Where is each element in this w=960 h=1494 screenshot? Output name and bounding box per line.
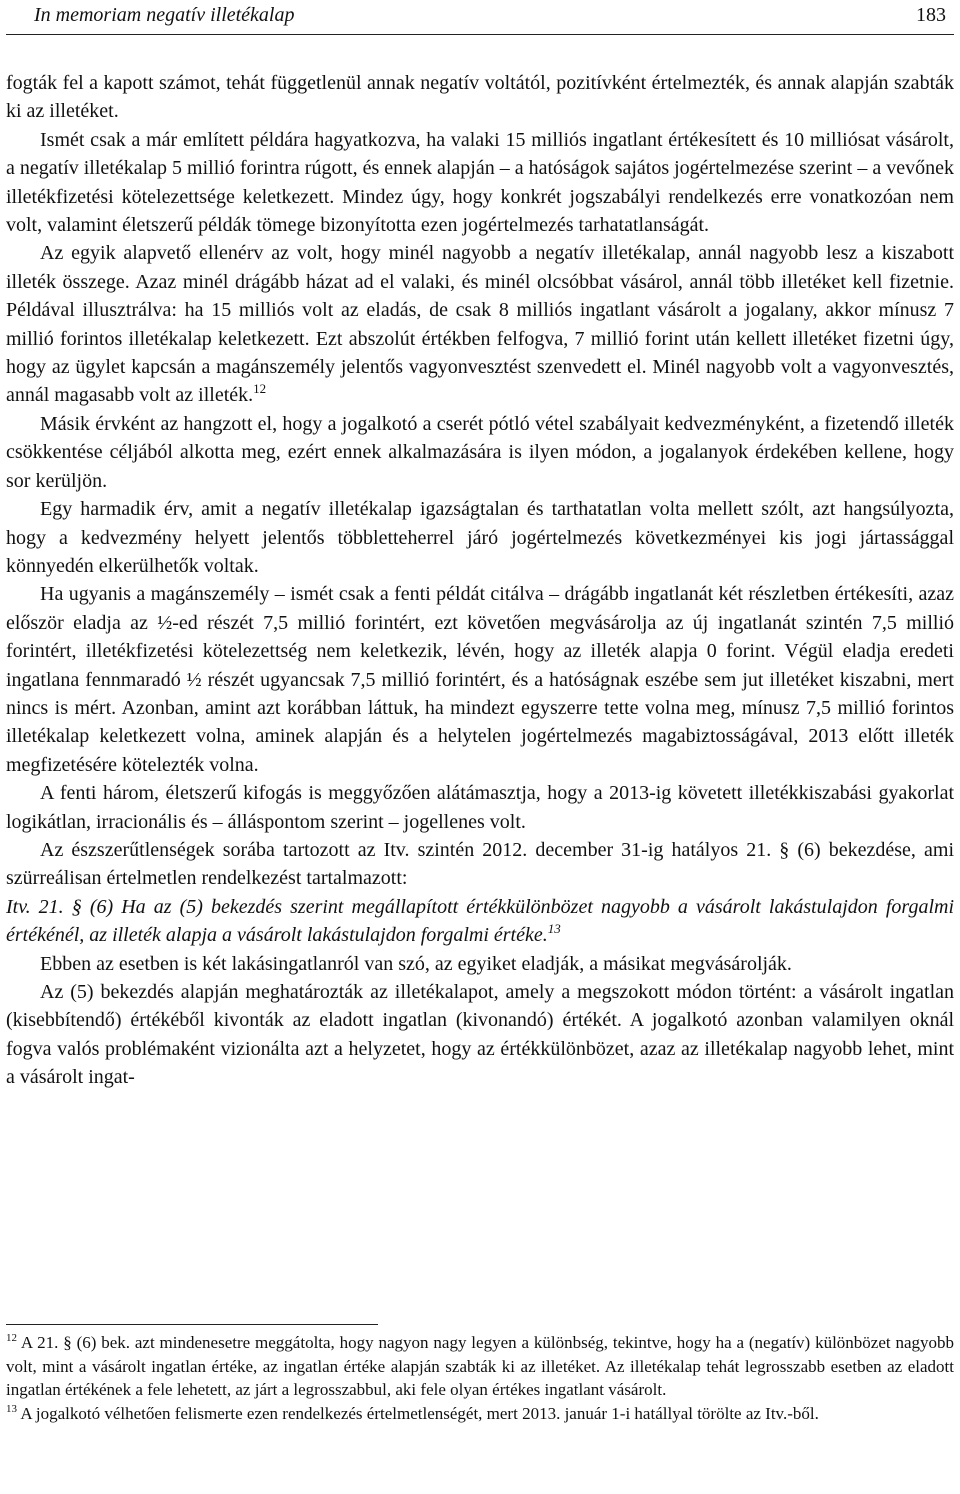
paragraph-counterargument	[6, 239, 954, 409]
paragraph-second-argument: Másik érvként az hangzott el, hogy a jogalkotó a cserét pótló vétel szabályait kedvezményként, a fizetendő illeték csökkentése céljából alkotta meg, ezért ennek alkalmazására is ilyen módon, a jogalanyok érdekében kellene, hogy sor kerüljön.	[6, 412, 954, 492]
footnote-rule	[6, 1324, 378, 1325]
paragraph-counterargument-text: Az egyik alapvető ellenérv az volt, hogy minél nagyobb a negatív illetékalap, annál nagyobb lesz a kiszabott illeték összege. Azaz minél drágább házat ad el valaki, és minél olcsóbbat vásárol, annál több illetéket kell fizetnie. Példával illusztrálva: ha 15 milliós volt az eladás, de csak 8 milliós ingatlant vásárolt a jogalany, akkor mínusz 7 millió forintos illetékalap keletkezett. Ezt abszolút értékben felfogva, 7 millió forint után kellett illetéket fizetni úgy, hogy az ügylet kapcsán a magánszemély jelentős vagyonvesztést szenvedett el. Minél nagyobb volt a vagyonvesztés, annál magasabb volt az illeték.	[6, 242, 954, 407]
footnote-12	[6, 1331, 954, 1402]
footnote-text: A jogalkotó vélhetően felismerte ezen rendelkezés értelmetlenségét, mert 2013. január 1-i hatállyal törölte az Itv.-ből.	[20, 1403, 819, 1423]
paragraph-conclusion: A fenti három, életszerű kifogás is meggyőzően alátámasztja, hogy a 2013-ig követett illetékkiszabási gyakorlat logikátlan, irracionális és – álláspontom szerint – jogellenes volt.	[6, 782, 954, 833]
footnote-ref-13[interactable]: 13	[547, 921, 561, 937]
footnote-text: A 21. § (6) bek. azt mindenesetre meggátolta, hogy nagyon nagy legyen a különbség, tekintve, hogy ha a (negatív) különbözet nagyobb volt, mint a vásárolt ingatlan értéke, az ingatlan értéke alapján szabták ki az illetéket. Az illetékalap tehát legrosszabb esetben az eladott ingatlan értékének a fele lehetett, az járt a legrosszabbul, aki fele olyan értékes ingatlant vásárolt.	[6, 1333, 955, 1400]
footnote-13	[6, 1402, 954, 1426]
footnote-ref-12[interactable]: 12	[253, 381, 267, 397]
paragraph-third-argument: Egy harmadik érv, amit a negatív illetékalap igazságtalan és tarthatatlan volta mellett szólt, azt hangsúlyozta, hogy a kedvezmény helyett jelentős többletteherrel járó jogértelmezés következményei kis jogi jártassággal könnyedén elkerülhetők voltak.	[6, 498, 954, 577]
footnotes	[6, 1331, 954, 1425]
running-head	[6, 2, 954, 30]
statute-quote-text: Itv. 21. § (6) Ha az (5) bekezdés szerint megállapított értékkülönbözet nagyobb a vásárolt lakástulajdon forgalmi értékénél, az illeték alapja a vásárolt lakástulajdon forgalmi értéke.	[6, 895, 954, 947]
paragraph-continued: fogták fel a kapott számot, tehát függetlenül annak negatív voltától, pozitívként értelmezték, és annak alapján szabták ki az illetéket.	[6, 72, 954, 123]
running-title: In memoriam negatív illetékalap	[34, 4, 295, 26]
paragraph-case: Ebben az esetben is két lakásingatlanról van szó, az egyiket eladják, a másikat megvásárolják.	[40, 952, 792, 975]
body-text	[6, 69, 954, 1092]
paragraph-calculation: Az (5) bekezdés alapján meghatározták az illetékalapot, amely a megszokott módon történt: a vásárolt ingatlan (kisebbítendő) értékéből kivonták az eladott ingatlan (kivonandó) értékét. A jogalkotó azonban valamilyen oknál fogva valós problémaként vizionálta azt a helyzetet, hogy az értékkülönbözet, azaz az illetékalap nagyobb lehet, mint a vásárolt ingat-	[6, 981, 954, 1089]
footnote-number: 13	[6, 1402, 17, 1415]
header-rule	[6, 34, 954, 35]
statute-quote	[6, 893, 954, 950]
paragraph-provision-intro: Az észszerűtlenségek sorába tartozott az Itv. szintén 2012. december 31-ig hatályos 21. § (6) bekezdése, ami szürreálisan értelmetlen rendelkezést tartalmazott:	[6, 838, 954, 890]
footnote-number: 12	[6, 1332, 17, 1344]
paragraph-split-sale: Ha ugyanis a magánszemély – ismét csak a fenti példát citálva – drágább ingatlanát két részletben értékesíti, azaz először eladja az ½-ed részét 7,5 millió forintért, ezt követően megvásárolja az új ingatlanát szintén 7,5 millió forintért, illetékfizetési kötelezettség nem keletkezik, lévén, hogy az illeték alapja 0 forint. Végül eladja eredeti ingatlana fennmaradó ½ részét ugyancsak 7,5 millió forintért, és a hatóságnak eszébe sem jut illetéket kiszabni, mert nincs is mért. Azonban, amint azt korábban láttuk, ha mindezt egyszerre tette volna meg, mínusz 7,5 millió forintos illetékalap keletkezett volna, aminek alapján és a helytelen jogértelmezés magabiztosságával, 2013 előtt illeték megfizetésére kötelezték volna.	[6, 583, 954, 776]
paragraph-example: Ismét csak a már említett példára hagyatkozva, ha valaki 15 milliós ingatlant értékesített és 10 milliósat vásárolt, a negatív illetékalap 5 millió forintra rúgott, és ennek alapján – a hatóságok sajátos jogértelmezése szerint – a vevőnek illetékfizetési kötelezettsége keletkezett. Mindez úgy, hogy konkrét jogszabályi rendelkezés erre vonatkozóan nem volt, valamint életszerű példák tömege bizonyította ezen jogértelmezés tarhatatlanságát.	[6, 128, 954, 237]
page-number: 183	[916, 4, 946, 26]
